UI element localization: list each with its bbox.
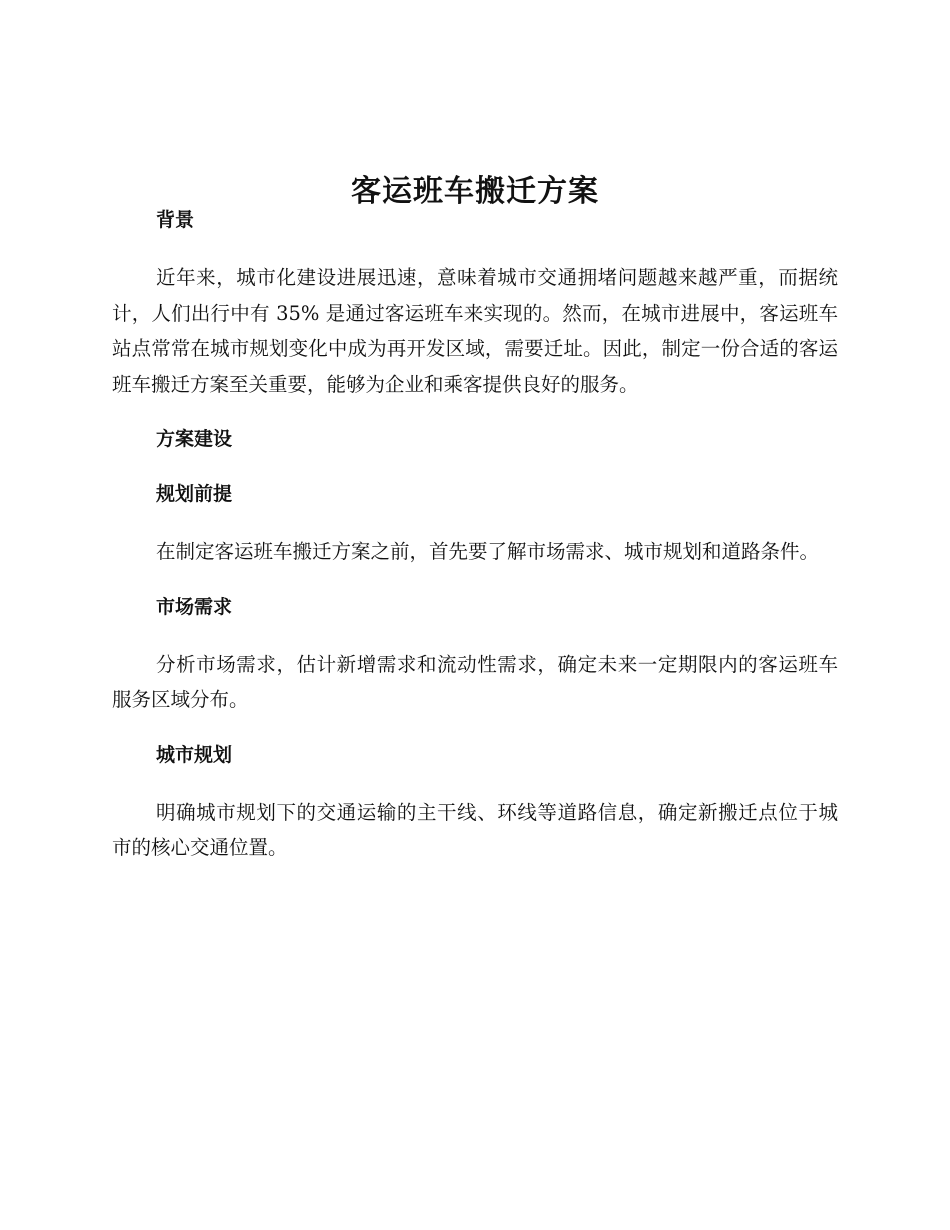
document-title: 客运班车搬迁方案 <box>351 174 599 210</box>
section-heading-urban-planning: 城市规划 <box>156 743 233 766</box>
section-heading-planning-premise: 规划前提 <box>156 483 233 505</box>
section-heading-background: 背景 <box>156 209 195 231</box>
section-paragraph-urban-planning: 明确城市规划下的交通运输的主干线、环线等道路信息，确定新搬迁点位于城市的核心交通位置。 <box>112 800 838 859</box>
section-paragraph-planning-premise: 在制定客运班车搬迁方案之前，首先要了解市场需求、城市规划和道路条件。 <box>156 540 820 563</box>
section-heading-market-demand: 市场需求 <box>156 595 233 618</box>
document-body <box>112 202 838 866</box>
section-paragraph-background: 近年来，城市化建设进展迅速，意味着城市交通拥堵问题越来越严重，而据统计，人们出行中有 35% 是通过客运班车来实现的。然而，在城市进展中，客运班车站点常常在城市规划变化中成为再开发区域，需要迁址。因此，制定一份合适的客运班车搬迁方案至关重要，能够为企业和乘客提供良好的服务。 <box>112 266 838 396</box>
section-paragraph-market-demand: 分析市场需求，估计新增需求和流动性需求，确定未来一定期限内的客运班车服务区域分布。 <box>112 652 838 711</box>
section-heading-plan-construction: 方案建设 <box>156 428 233 450</box>
